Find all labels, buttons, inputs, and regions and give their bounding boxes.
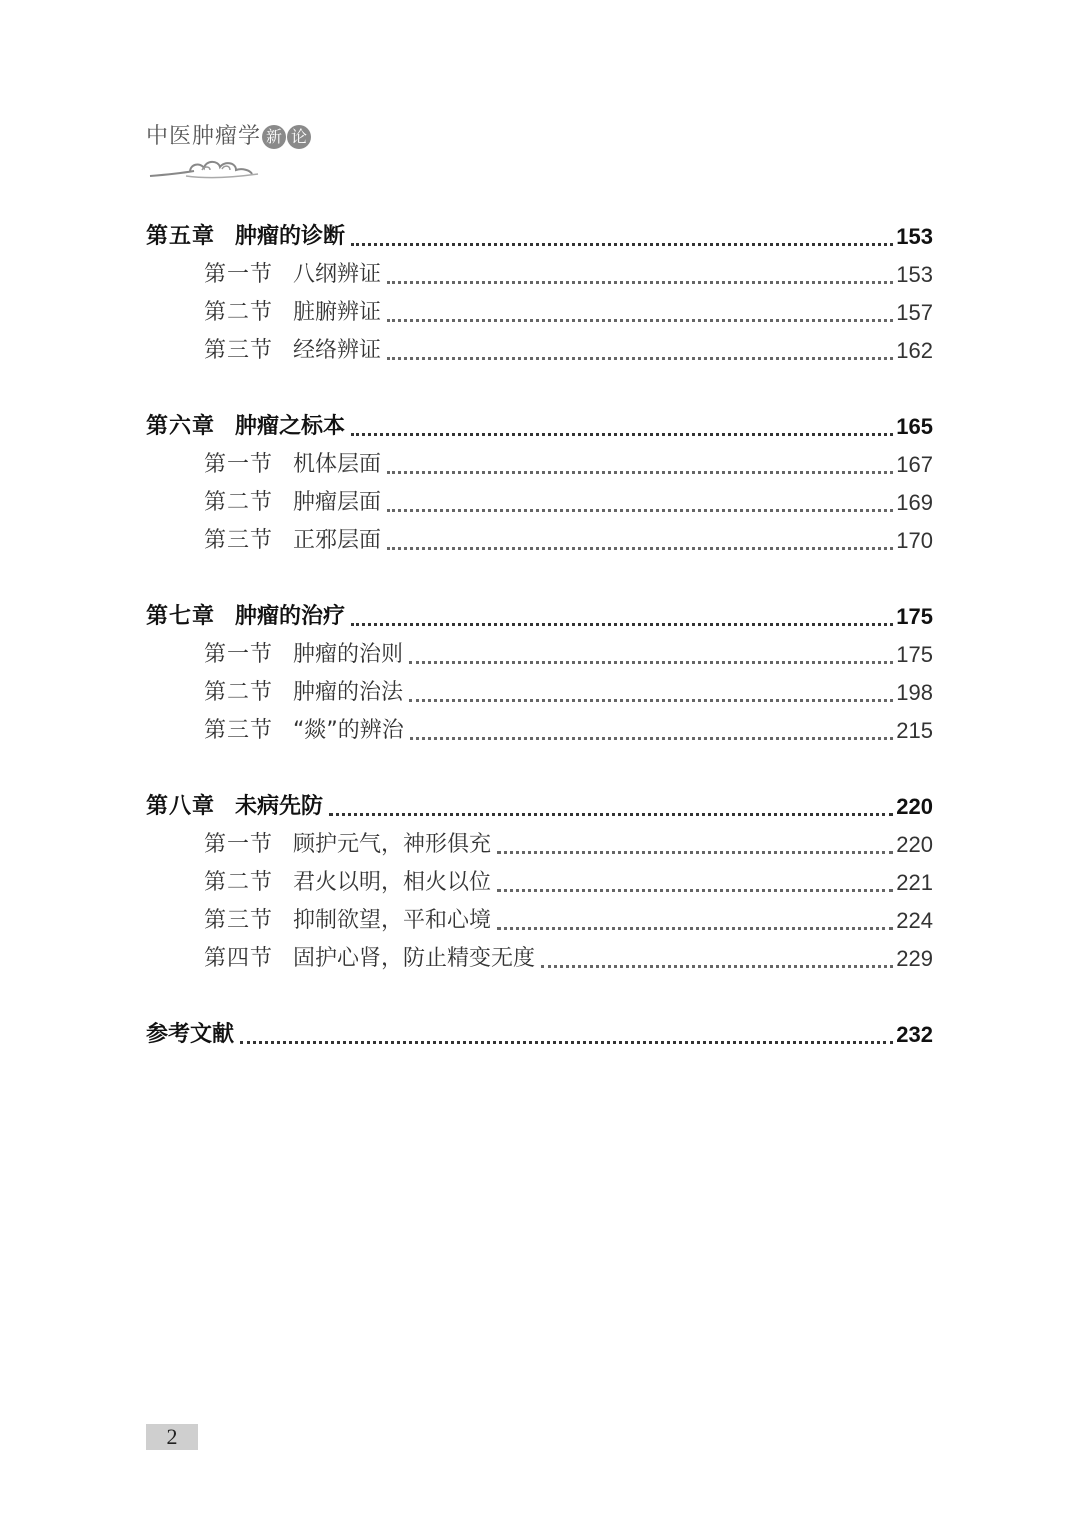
section-entry[interactable] [146, 940, 933, 978]
section-entry[interactable] [146, 902, 933, 940]
chapter-title: 肿瘤之标本 [235, 414, 346, 439]
references-entry[interactable] [146, 1016, 933, 1054]
section-title: 肿瘤层面 [293, 490, 382, 515]
dot-leader [387, 547, 893, 550]
section-title: 肿瘤的治则 [293, 642, 404, 667]
page-number: 2 [146, 1424, 198, 1450]
page-ref: 157 [896, 300, 933, 325]
section-entry[interactable] [146, 484, 933, 522]
dot-leader [387, 471, 893, 474]
section-number: 第一节 [204, 832, 274, 857]
page-ref: 221 [896, 870, 933, 895]
title-badge-new: 新 [262, 125, 286, 149]
section-title: 脏腑辨证 [293, 300, 382, 325]
section-entry[interactable] [146, 674, 933, 712]
dot-leader [409, 699, 893, 702]
section-title: 机体层面 [293, 452, 382, 477]
section-entry[interactable] [146, 446, 933, 484]
chapter-entry[interactable] [146, 788, 933, 826]
title-badge-theory: 论 [287, 125, 311, 149]
section-title: 肿瘤的治法 [293, 680, 404, 705]
page-ref: 232 [896, 1022, 933, 1047]
section-entry[interactable] [146, 636, 933, 674]
page-ref: 153 [896, 224, 933, 249]
section-title: 君火以明，相火以位 [293, 870, 492, 895]
chapter-entry[interactable] [146, 598, 933, 636]
dot-leader [387, 509, 893, 512]
section-title: 正邪层面 [293, 528, 382, 553]
dot-leader [387, 357, 893, 360]
page-ref: 229 [896, 946, 933, 971]
references [146, 1016, 933, 1054]
dot-leader [351, 623, 893, 626]
section-title: 固护心肾，防止精变无度 [293, 946, 536, 971]
dot-leader [387, 281, 893, 284]
section-entry[interactable] [146, 864, 933, 902]
section-title: 八纲辨证 [293, 262, 382, 287]
page-ref: 198 [896, 680, 933, 705]
dot-leader [409, 661, 893, 664]
chapter-7 [146, 598, 933, 750]
dot-leader [351, 243, 893, 246]
section-entry[interactable] [146, 294, 933, 332]
page-ref: 220 [896, 832, 933, 857]
section-title: 经络辨证 [293, 338, 382, 363]
section-number: 第二节 [204, 680, 274, 705]
page-ref: 224 [896, 908, 933, 933]
chapter-entry[interactable] [146, 408, 933, 446]
chapter-number: 第五章 [146, 224, 216, 249]
section-title: “燚”的辨治 [293, 718, 404, 743]
section-number: 第二节 [204, 870, 274, 895]
chapter-title: 肿瘤的治疗 [235, 604, 346, 629]
dot-leader [497, 889, 893, 892]
section-entry[interactable] [146, 522, 933, 560]
page-ref: 215 [896, 718, 933, 743]
section-number: 第三节 [204, 718, 274, 743]
table-of-contents [146, 218, 933, 1092]
cloud-ornament-icon [146, 152, 266, 182]
dot-leader [351, 433, 893, 436]
chapter-8 [146, 788, 933, 978]
chapter-number: 第七章 [146, 604, 216, 629]
page-ref: 175 [896, 642, 933, 667]
dot-leader [387, 319, 893, 322]
section-number: 第二节 [204, 490, 274, 515]
chapter-5 [146, 218, 933, 370]
section-number: 第一节 [204, 452, 274, 477]
page-ref: 153 [896, 262, 933, 287]
chapter-number: 第八章 [146, 794, 216, 819]
page-ref: 170 [896, 528, 933, 553]
chapter-entry[interactable] [146, 218, 933, 256]
section-entry[interactable] [146, 712, 933, 750]
page-ref: 162 [896, 338, 933, 363]
section-entry[interactable] [146, 332, 933, 370]
dot-leader [410, 737, 893, 740]
section-entry[interactable] [146, 826, 933, 864]
dot-leader [541, 965, 893, 968]
chapter-number: 第六章 [146, 414, 216, 439]
chapter-6 [146, 408, 933, 560]
chapter-title: 肿瘤的诊断 [235, 224, 346, 249]
page-ref: 165 [896, 414, 933, 439]
page-ref: 175 [896, 604, 933, 629]
section-title: 抑制欲望，平和心境 [293, 908, 492, 933]
section-number: 第一节 [204, 262, 274, 287]
book-title-text: 中医肿瘤学 [146, 124, 262, 149]
dot-leader [329, 813, 893, 816]
section-number: 第三节 [204, 908, 274, 933]
running-header [146, 122, 386, 192]
page-ref: 220 [896, 794, 933, 819]
book-title [146, 122, 386, 152]
page-ref: 169 [896, 490, 933, 515]
section-number: 第二节 [204, 300, 274, 325]
references-title: 参考文献 [146, 1022, 235, 1047]
section-title: 顾护元气，神形俱充 [293, 832, 492, 857]
section-number: 第一节 [204, 642, 274, 667]
chapter-title: 未病先防 [235, 794, 324, 819]
dot-leader [497, 851, 893, 854]
page-ref: 167 [896, 452, 933, 477]
section-entry[interactable] [146, 256, 933, 294]
dot-leader [240, 1041, 893, 1044]
section-number: 第三节 [204, 338, 274, 363]
section-number: 第四节 [204, 946, 274, 971]
section-number: 第三节 [204, 528, 274, 553]
dot-leader [497, 927, 893, 930]
